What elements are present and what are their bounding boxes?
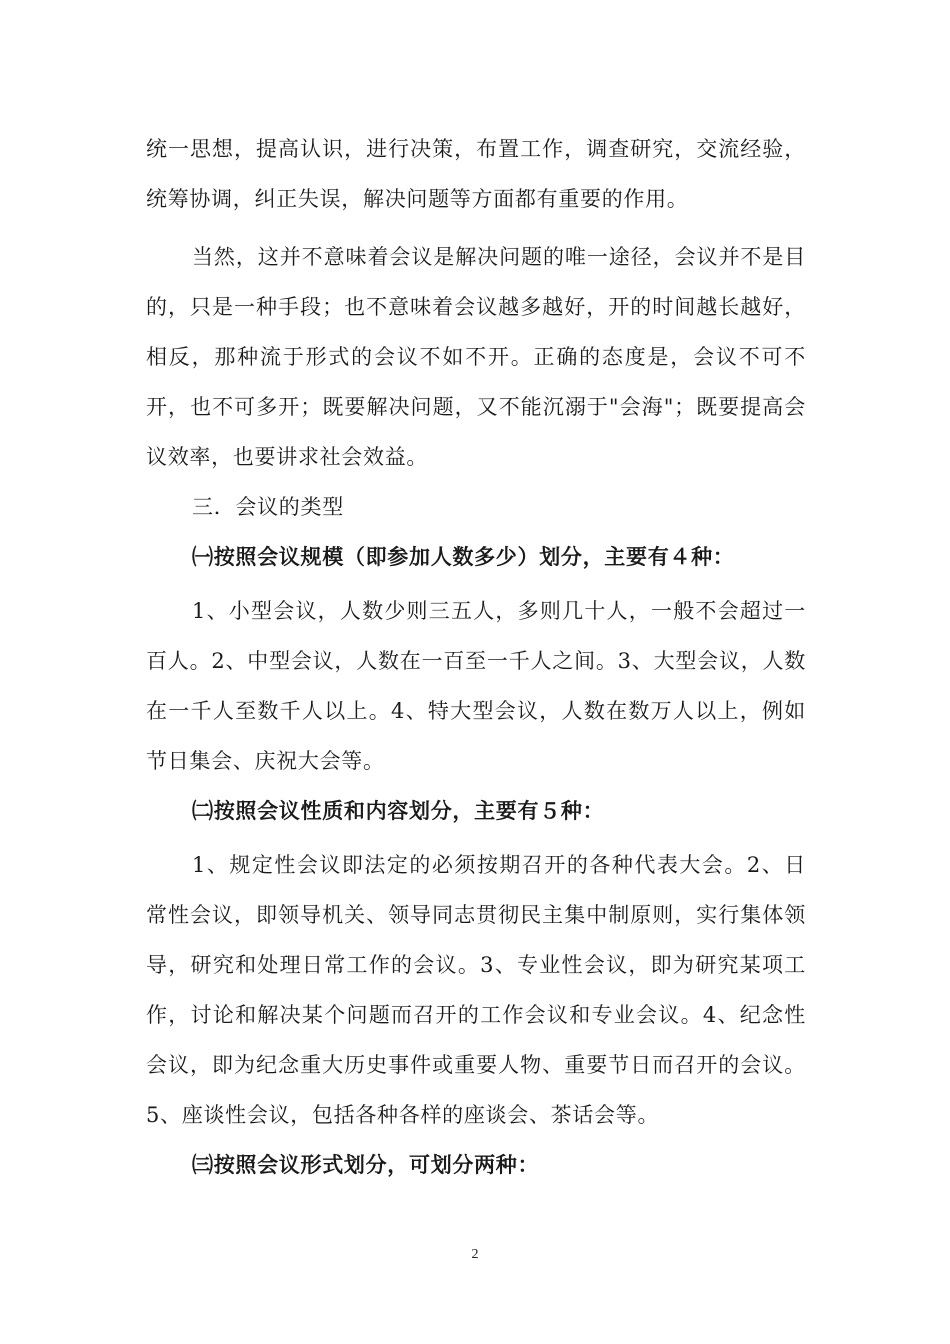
document-body: [146, 124, 806, 1190]
subheading-by-scale: ㈠按照会议规模（即参加人数多少）划分，主要有４种：: [192, 544, 735, 569]
paragraph-scale-types: 1、小型会议，人数少则三五人，多则几十人，一般不会超过一百人。2、中型会议，人数在一百至一千人之间。3、大型会议，人数在一千人至数千人以上。4、特大型会议，人数在数万人以上，例如节日集会、庆祝大会等。: [146, 599, 806, 773]
paragraph-meeting-functions: 统一思想，提高认识，进行决策，布置工作，调查研究，交流经验，统筹协调，纠正失误，解决问题等方面都有重要的作用。: [146, 137, 806, 211]
subheading-by-form: ㈢按照会议形式划分，可划分两种：: [192, 1152, 540, 1177]
paragraph-correct-attitude: 当然，这并不意味着会议是解决问题的唯一途径，会议并不是目的，只是一种手段；也不意味着会议越多越好，开的时间越长越好，相反，那种流于形式的会议不如不开。正确的态度是，会议不可不开，也不可多开；既要解决问题，又不能沉溺于"会海"；既要提高会议效率，也要讲求社会效益。: [146, 245, 806, 469]
paragraph-nature-types: 1、规定性会议即法定的必须按期召开的各种代表大会。2、日常性会议，即领导机关、领导同志贯彻民主集中制原则，实行集体领导，研究和处理日常工作的会议。3、专业性会议，即为研究某项工作，讨论和解决某个问题而召开的工作会议和专业会议。4、纪念性会议，即为纪念重大历史事件或重要人物、重要节日而召开的会议。5、座谈性会议，包括各种各样的座谈会、茶话会等。: [146, 853, 806, 1127]
section-title-meeting-types: 三．会议的类型: [192, 495, 344, 519]
subheading-by-nature: ㈡按照会议性质和内容划分，主要有５种：: [192, 798, 605, 823]
page-number: 2: [471, 1247, 479, 1262]
